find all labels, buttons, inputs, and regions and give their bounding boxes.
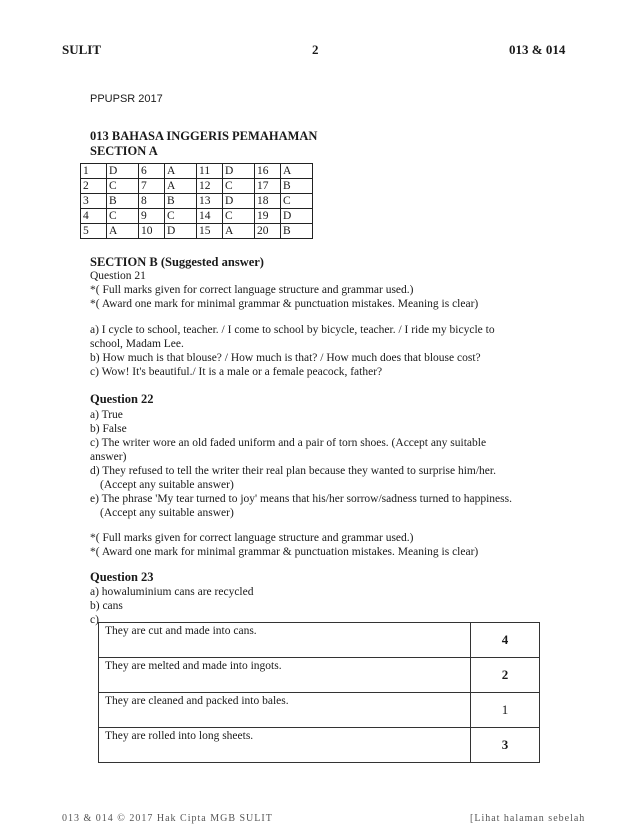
- question-number: 13: [197, 194, 223, 209]
- answer-letter: C: [165, 209, 197, 224]
- answer-letter: D: [165, 224, 197, 239]
- answer-letter: B: [281, 179, 313, 194]
- step-text: They are cleaned and packed into bales.: [99, 693, 471, 728]
- q22-answer-b: b) False: [90, 423, 127, 435]
- answer-letter: A: [165, 164, 197, 179]
- q23-label: Question 23: [90, 570, 154, 584]
- question-number: 1: [81, 164, 107, 179]
- question-number: 16: [255, 164, 281, 179]
- question-number: 20: [255, 224, 281, 239]
- q22-answer-d: d) They refused to tell the writer their real plan because they wanted to surprise him/her.: [90, 465, 496, 477]
- question-number: 6: [139, 164, 165, 179]
- answer-letter: B: [281, 224, 313, 239]
- step-text: They are rolled into long sheets.: [99, 728, 471, 763]
- table-row: [99, 728, 540, 763]
- q23-answer-b: b) cans: [90, 600, 123, 612]
- table-row: [81, 224, 313, 239]
- answer-letter: C: [223, 179, 255, 194]
- q22-answer-c: c) The writer wore an old faded uniform and a pair of torn shoes. (Accept any suitable: [90, 437, 487, 449]
- q22-answer-a: a) True: [90, 409, 123, 421]
- q22-label: Question 22: [90, 392, 154, 406]
- exam-tag: PPUPSR 2017: [90, 93, 163, 105]
- answer-letter: B: [165, 194, 197, 209]
- question-number: 3: [81, 194, 107, 209]
- q23-answer-a: a) howaluminium cans are recycled: [90, 586, 254, 598]
- table-row: [81, 194, 313, 209]
- table-row: [99, 623, 540, 658]
- q21-answer-a-cont: school, Madam Lee.: [90, 338, 184, 350]
- header-right: 013 & 014: [509, 42, 566, 57]
- question-number: 4: [81, 209, 107, 224]
- table-row: [81, 164, 313, 179]
- question-number: 9: [139, 209, 165, 224]
- answer-letter: B: [107, 194, 139, 209]
- section-b-label: SECTION B (Suggested answer): [90, 255, 264, 269]
- footer-right: [Lihat halaman sebelah: [470, 813, 586, 824]
- question-number: 15: [197, 224, 223, 239]
- question-number: 7: [139, 179, 165, 194]
- q22-note-2: *( Award one mark for minimal grammar & punctuation mistakes. Meaning is clear): [90, 546, 479, 558]
- answer-letter: C: [107, 179, 139, 194]
- step-order: 3: [471, 728, 540, 763]
- page-number: 2: [312, 42, 319, 57]
- question-number: 2: [81, 179, 107, 194]
- question-number: 18: [255, 194, 281, 209]
- answer-letter: D: [281, 209, 313, 224]
- header-left: SULIT: [62, 42, 102, 57]
- q21-label: Question 21: [90, 270, 146, 282]
- question-number: 5: [81, 224, 107, 239]
- paper-title: 013 BAHASA INGGERIS PEMAHAMAN: [90, 129, 318, 143]
- answer-letter: C: [223, 209, 255, 224]
- q21-answer-c: c) Wow! It's beautiful./ It is a male or a female peacock, father?: [90, 366, 383, 378]
- question-number: 10: [139, 224, 165, 239]
- question-number: 12: [197, 179, 223, 194]
- question-number: 19: [255, 209, 281, 224]
- question-number: 11: [197, 164, 223, 179]
- q21-note-2: *( Award one mark for minimal grammar & punctuation mistakes. Meaning is clear): [90, 298, 479, 310]
- section-a-label: SECTION A: [90, 144, 158, 158]
- step-text: They are cut and made into cans.: [99, 623, 471, 658]
- q22-note-1: *( Full marks given for correct language structure and grammar used.): [90, 532, 414, 544]
- answer-letter: D: [107, 164, 139, 179]
- step-order: 2: [471, 658, 540, 693]
- q22-answer-e: e) The phrase 'My tear turned to joy' means that his/her sorrow/sadness turned to happiness.: [90, 493, 512, 505]
- q22-answer-e-cont: (Accept any suitable answer): [100, 507, 234, 519]
- question-number: 8: [139, 194, 165, 209]
- table-row: [99, 658, 540, 693]
- q22-answer-d-cont: (Accept any suitable answer): [100, 479, 234, 491]
- step-order: 4: [471, 623, 540, 658]
- table-row: [81, 209, 313, 224]
- question-number: 17: [255, 179, 281, 194]
- footer-left: 013 & 014 © 2017 Hak Cipta MGB SULIT: [62, 813, 273, 824]
- q22-answer-c-cont: answer): [90, 451, 127, 463]
- q23-order-table: [98, 622, 540, 763]
- q23-answer-c: c): [90, 614, 99, 626]
- q21-answer-b: b) How much is that blouse? / How much is that? / How much does that blouse cost?: [90, 352, 481, 364]
- answer-letter: C: [281, 194, 313, 209]
- q21-answer-a: a) I cycle to school, teacher. / I come to school by bicycle, teacher. / I ride my bicycle to: [90, 324, 495, 336]
- step-order: 1: [471, 693, 540, 728]
- answer-letter: A: [223, 224, 255, 239]
- answer-letter: D: [223, 194, 255, 209]
- answer-letter: A: [281, 164, 313, 179]
- section-a-answer-table: [80, 163, 313, 239]
- table-row: [99, 693, 540, 728]
- answer-letter: D: [223, 164, 255, 179]
- step-text: They are melted and made into ingots.: [99, 658, 471, 693]
- answer-letter: C: [107, 209, 139, 224]
- answer-letter: A: [107, 224, 139, 239]
- question-number: 14: [197, 209, 223, 224]
- table-row: [81, 179, 313, 194]
- q21-note-1: *( Full marks given for correct language structure and grammar used.): [90, 284, 414, 296]
- answer-letter: A: [165, 179, 197, 194]
